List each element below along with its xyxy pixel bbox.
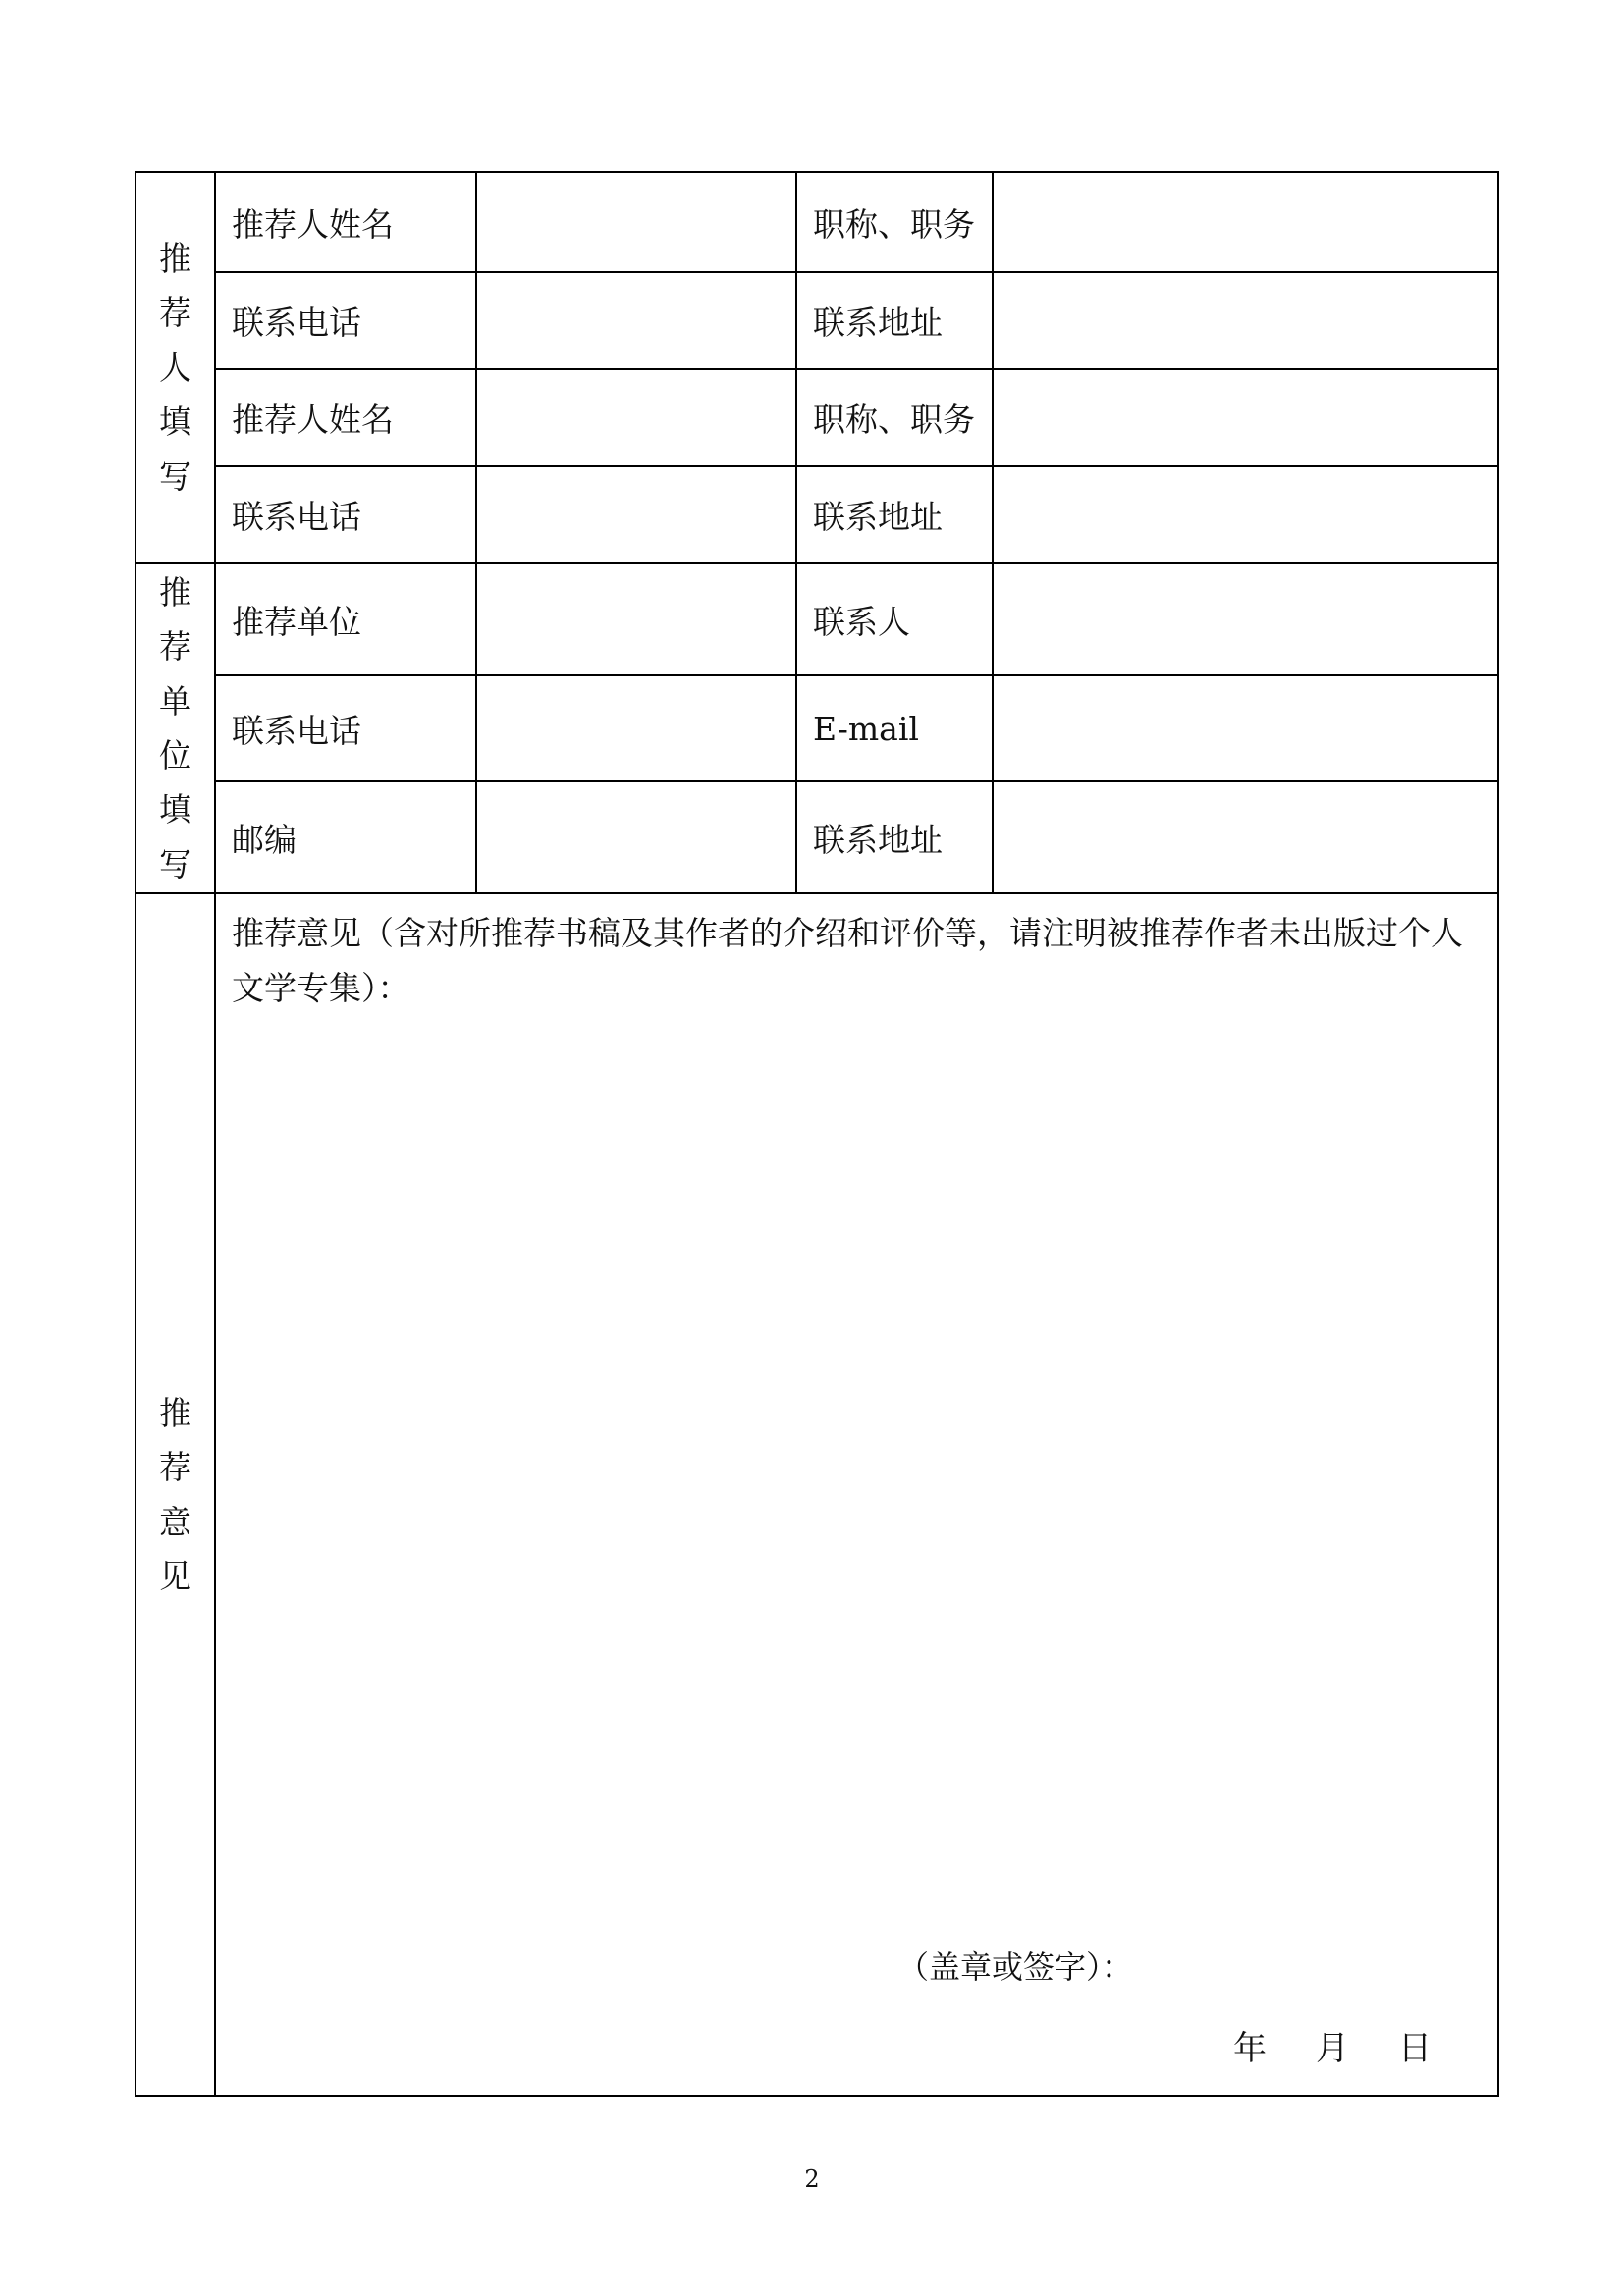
section-char: 荐 <box>159 627 191 667</box>
date-line <box>1233 2021 1432 2069</box>
unit-name-field[interactable] <box>476 563 796 675</box>
date-year-label: 年 <box>1233 2029 1267 2068</box>
unit-phone-label: 联系电话 <box>215 675 476 781</box>
opinion-section-label-cell <box>135 893 215 2096</box>
section-char: 荐 <box>159 294 191 333</box>
recommender-phone-label: 联系电话 <box>215 272 476 369</box>
unit-contact-label: 联系人 <box>796 563 993 675</box>
section-char: 单 <box>159 681 191 721</box>
section-char: 填 <box>159 790 191 829</box>
recommender-address-field[interactable] <box>993 272 1498 369</box>
unit-section-label-cell <box>135 563 215 893</box>
recommender-name-field[interactable] <box>476 172 796 272</box>
seal-or-signature-label: （盖章或签字）： <box>897 1949 1134 1986</box>
unit-email-label: E-mail <box>796 675 993 781</box>
section-char: 填 <box>159 402 191 442</box>
section-char: 写 <box>159 844 191 883</box>
recommender2-title-field[interactable] <box>993 369 1498 466</box>
unit-address-field[interactable] <box>993 781 1498 893</box>
recommender-section-label-cell <box>135 172 215 563</box>
recommender-title-field[interactable] <box>993 172 1498 272</box>
recommender-section-label <box>136 232 214 504</box>
opinion-prompt: 推荐意见（含对所推荐书稿及其作者的介绍和评价等，请注明被推荐作者未出版过个人文学专集）： <box>232 914 1463 1007</box>
recommendation-form-table <box>135 171 1499 2097</box>
recommender2-address-label: 联系地址 <box>796 466 993 563</box>
recommender2-phone-field[interactable] <box>476 466 796 563</box>
section-char: 推 <box>159 572 191 612</box>
recommender-phone-field[interactable] <box>476 272 796 369</box>
section-char: 见 <box>159 1556 191 1595</box>
section-char: 写 <box>159 456 191 496</box>
section-char: 推 <box>159 239 191 278</box>
date-month-label: 月 <box>1316 2029 1349 2068</box>
unit-postcode-label: 邮编 <box>215 781 476 893</box>
unit-contact-field[interactable] <box>993 563 1498 675</box>
unit-address-label: 联系地址 <box>796 781 993 893</box>
unit-name-label: 推荐单位 <box>215 563 476 675</box>
opinion-field[interactable] <box>215 893 1498 2096</box>
unit-email-field[interactable] <box>993 675 1498 781</box>
section-char: 推 <box>159 1393 191 1432</box>
section-char: 荐 <box>159 1448 191 1487</box>
recommender2-address-field[interactable] <box>993 466 1498 563</box>
unit-section-label <box>136 565 214 892</box>
recommender2-phone-label: 联系电话 <box>215 466 476 563</box>
section-char: 意 <box>159 1502 191 1541</box>
date-day-label: 日 <box>1398 2029 1432 2068</box>
section-char: 位 <box>159 736 191 774</box>
recommender2-name-field[interactable] <box>476 369 796 466</box>
section-char: 人 <box>159 347 191 387</box>
page-number: 2 <box>804 2165 820 2193</box>
recommender-title-label: 职称、职务 <box>796 172 993 272</box>
recommender-name-label: 推荐人姓名 <box>215 172 476 272</box>
unit-postcode-field[interactable] <box>476 781 796 893</box>
recommender2-name-label: 推荐人姓名 <box>215 369 476 466</box>
opinion-section-label <box>136 1386 214 1604</box>
recommender-address-label: 联系地址 <box>796 272 993 369</box>
recommender2-title-label: 职称、职务 <box>796 369 993 466</box>
unit-phone-field[interactable] <box>476 675 796 781</box>
